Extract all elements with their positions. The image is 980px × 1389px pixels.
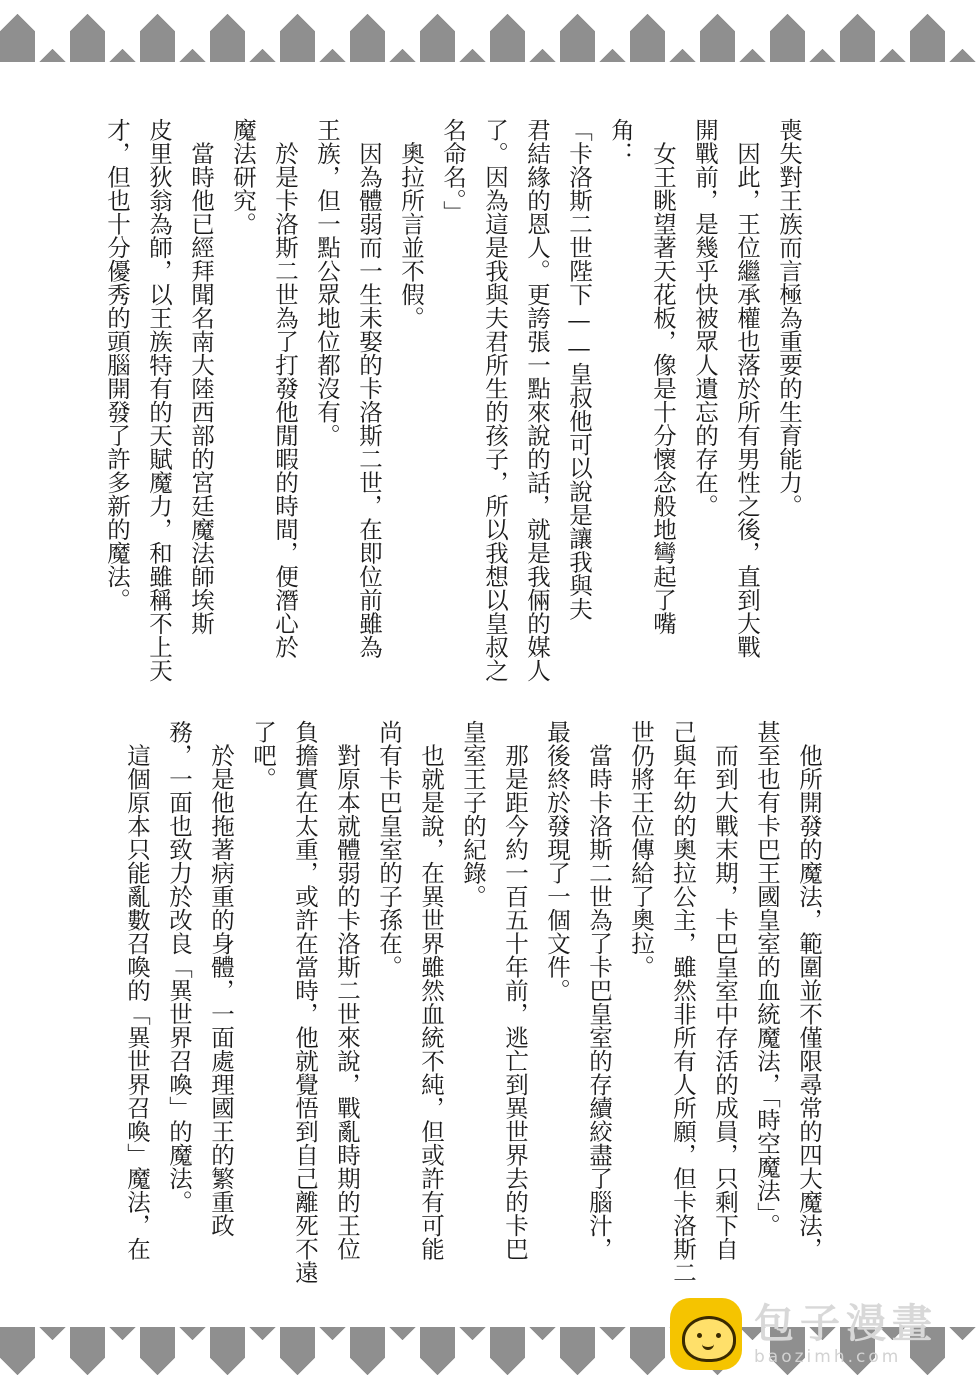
text-line: 於是卡洛斯二世為了打發他閒暇的時間，便潛心於 — [271, 118, 299, 659]
text-line: 務，一面也致力於改良「異世界召喚」的魔法。 — [165, 720, 193, 1214]
watermark-url: baozimh.com — [754, 1347, 902, 1367]
text-line: 甚至也有卡巴王國皇室的血統魔法，「時空魔法」。 — [753, 720, 781, 1237]
text-line: 這個原本只能亂數召喚的「異世界召喚」魔法，在 — [123, 720, 151, 1261]
text-line: 己與年幼的奧拉公主，雖然非所有人所願，但卡洛斯二 — [669, 720, 697, 1284]
text-line: 也就是說，在異世界雖然血統不純，但或許有可能 — [417, 720, 445, 1261]
text-line: 皮里狄翁為師，以王族特有的天賦魔力，和雖稱不上天 — [145, 118, 173, 682]
text-line: 角： — [607, 118, 635, 165]
text-line: 他所開發的魔法，範圍並不僅限尋常的四大魔法， — [795, 720, 823, 1261]
text-line: 於是他拖著病重的身體，一面處理國王的繁重政 — [207, 720, 235, 1237]
text-line: 了吧。 — [249, 720, 277, 791]
text-line: 因此，王位繼承權也落於所有男性之後，直到大戰 — [733, 118, 761, 659]
text-line: 魔法研究。 — [229, 118, 257, 236]
text-line: 而到大戰末期，卡巴皇室中存活的成員，只剩下自 — [711, 720, 739, 1261]
bun-mascot-icon — [670, 1298, 742, 1370]
text-line: 王族，但一點公眾地位都沒有。 — [313, 118, 341, 447]
text-line: 名命名。」 — [439, 118, 467, 224]
upper-text-column — [96, 118, 810, 682]
text-line: 最後終於發現了一個文件。 — [543, 720, 571, 1002]
top-decorative-border — [0, 0, 980, 62]
text-line: 當時卡洛斯二世為了卡巴皇室的存續絞盡了腦汁， — [585, 720, 613, 1261]
text-line: 奧拉所言並不假。 — [397, 118, 425, 330]
text-line: 皇室王子的紀錄。 — [459, 720, 487, 908]
watermark-title: 包子漫畫 — [754, 1301, 938, 1347]
text-line: 喪失對王族而言極為重要的生育能力。 — [775, 118, 803, 518]
text-line: 因為體弱而一生未娶的卡洛斯二世，在即位前雖為 — [355, 118, 383, 659]
text-line: 尚有卡巴皇室的子孫在。 — [375, 720, 403, 979]
text-line: 當時他已經拜聞名南大陸西部的宮廷魔法師埃斯 — [187, 118, 215, 635]
text-line: 負擔實在太重，或許在當時，他就覺悟到自己離死不遠 — [291, 720, 319, 1284]
site-watermark — [670, 1289, 970, 1379]
text-line: 「卡洛斯二世陛下——皇叔他可以說是讓我與夫 — [565, 118, 593, 621]
text-line: 才，但也十分優秀的頭腦開發了許多新的魔法。 — [103, 118, 131, 612]
text-line: 那是距今約一百五十年前，逃亡到異世界去的卡巴 — [501, 720, 529, 1261]
text-line: 世仍將王位傳給了奧拉。 — [627, 720, 655, 979]
text-line: 女王眺望著天花板，像是十分懷念般地彎起了嘴 — [649, 118, 677, 635]
text-line: 開戰前，是幾乎快被眾人遺忘的存在。 — [691, 118, 719, 518]
lower-text-column — [116, 720, 830, 1300]
text-line: 了。因為這是我與夫君所生的孩子，所以我想以皇叔之 — [481, 118, 509, 682]
text-line: 君結緣的恩人。更誇張一點來說的話，就是我倆的媒人 — [523, 118, 551, 682]
text-line: 對原本就體弱的卡洛斯二世來說，戰亂時期的王位 — [333, 720, 361, 1261]
